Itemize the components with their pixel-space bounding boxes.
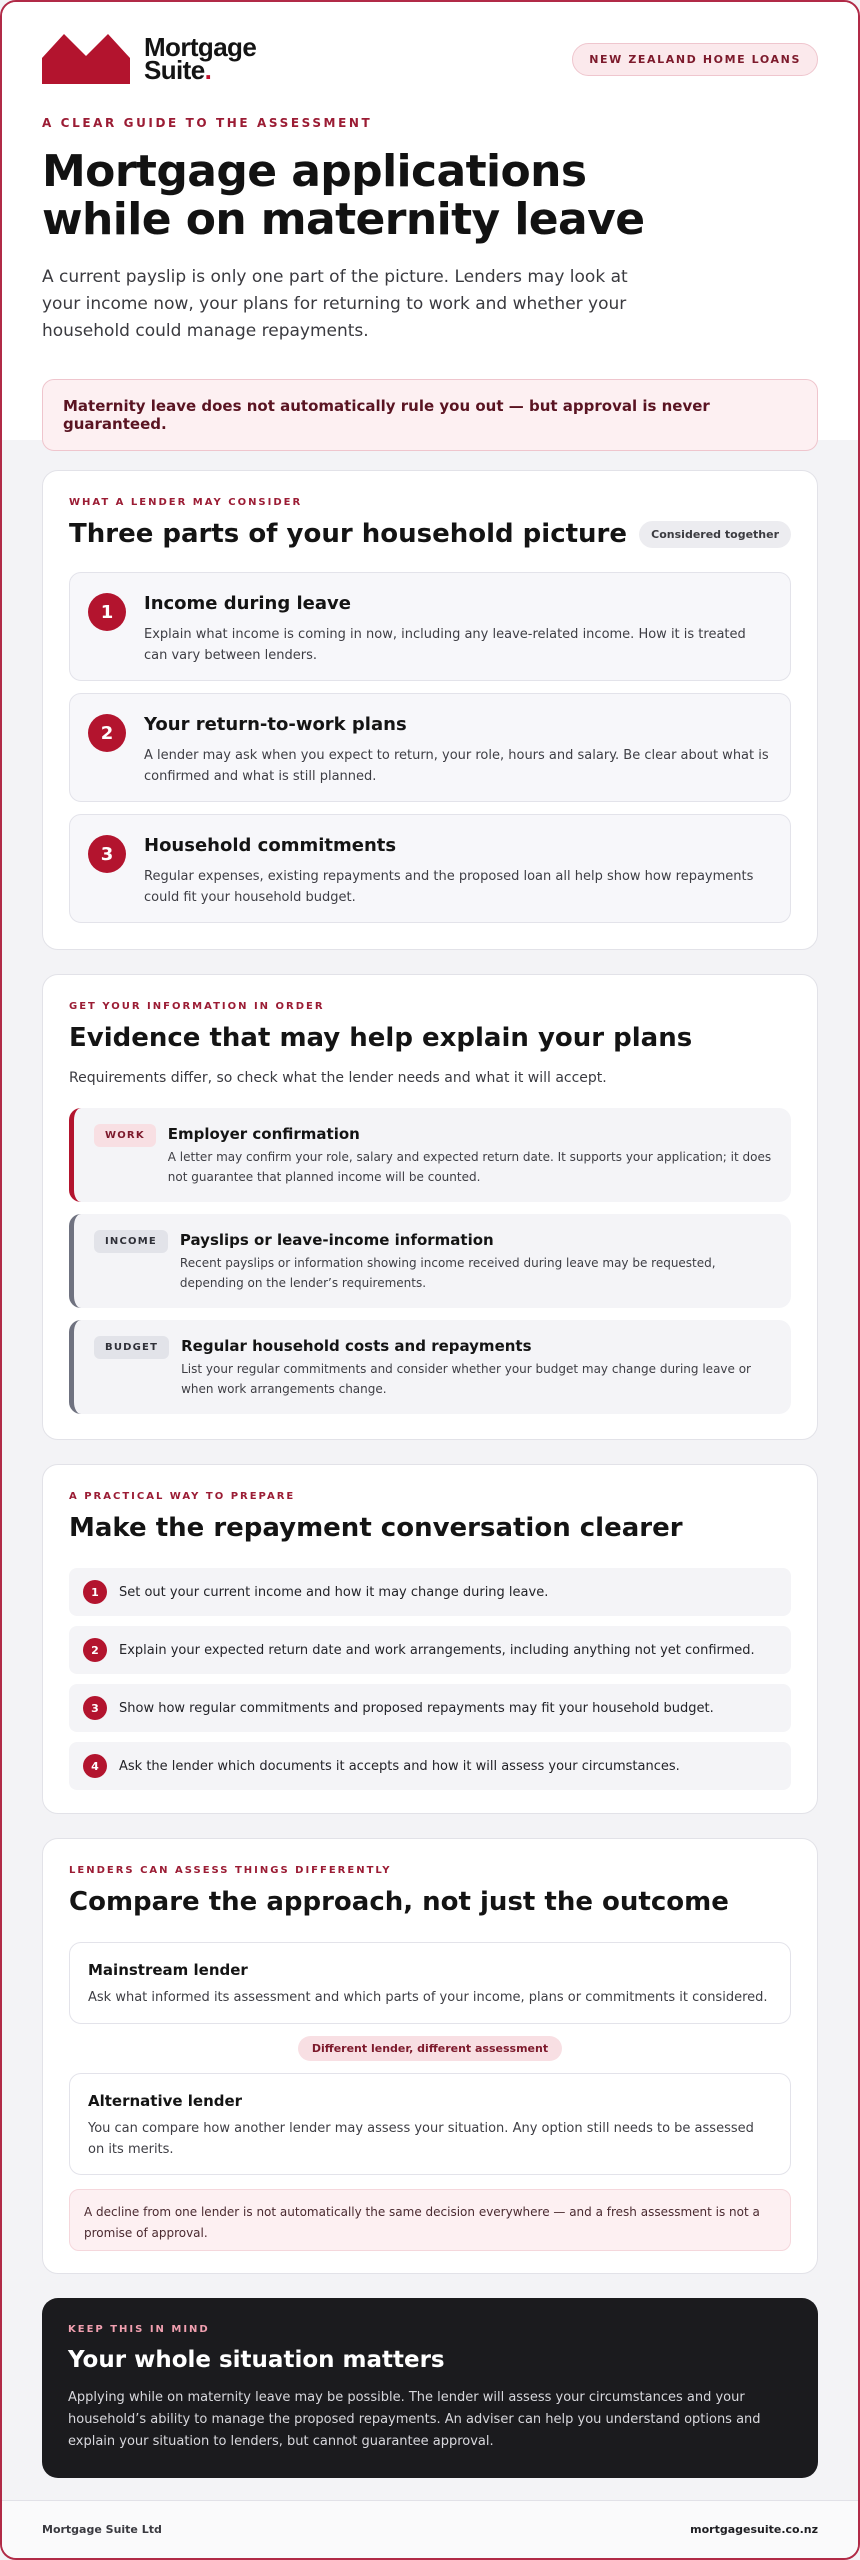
evidence-tag: INCOME	[94, 1230, 168, 1253]
factors-title-row	[69, 518, 791, 550]
evidence-subtitle: Requirements differ, so check what the lender needs and what it will accept.	[69, 1070, 607, 1086]
evidence-desc: List your regular commitments and consider whether your budget may change during leave or when work arrangements change.	[181, 1362, 751, 1396]
factor-title: Income during leave	[144, 593, 351, 614]
top-bar	[42, 32, 818, 86]
compare-eyebrow: LENDERS CAN ASSESS THINGS DIFFERENTLY	[69, 1865, 392, 1876]
evidence-eyebrow: GET YOUR INFORMATION IN ORDER	[69, 1001, 325, 1012]
factor-item	[69, 814, 791, 923]
step-number: 1	[83, 1580, 107, 1604]
step-item	[69, 1742, 791, 1790]
closing-eyebrow: KEEP THIS IN MIND	[68, 2324, 210, 2335]
closing-title: Your whole situation matters	[68, 2347, 445, 2373]
mainstream-lender-title: Mainstream lender	[88, 1961, 248, 1979]
hero-eyebrow: A CLEAR GUIDE TO THE ASSESSMENT	[42, 116, 373, 130]
hero-notice: Maternity leave does not automatically rule you out — but approval is never guaranteed.	[42, 379, 818, 451]
mainstream-lender-panel	[69, 1942, 791, 2024]
closing-panel	[42, 2298, 818, 2478]
evidence-item-income	[69, 1214, 791, 1308]
factor-number: 2	[88, 714, 126, 752]
evidence-desc: Recent payslips or information showing income received during leave may be requested, depending on the lender’s requirements.	[179, 1256, 716, 1290]
hero-lead: A current payslip is only one part of the picture. Lenders may look at your income now, your plans for returning to work and whether your household could manage repayments.	[42, 267, 628, 341]
region-badge: NEW ZEALAND HOME LOANS	[572, 43, 818, 76]
compare-title: Compare the approach, not just the outcome	[69, 1887, 729, 1917]
evidence-tag: WORK	[94, 1124, 156, 1147]
footer-site-link[interactable]: mortgagesuite.co.nz	[690, 2523, 818, 2536]
footer-company: Mortgage Suite Ltd	[42, 2523, 162, 2536]
step-text: Set out your current income and how it may change during leave.	[119, 1584, 549, 1600]
evidence-card	[42, 974, 818, 1440]
evidence-tag: BUDGET	[94, 1336, 169, 1359]
evidence-title-text: Payslips or leave-income information	[179, 1231, 494, 1249]
logo-dot: .	[204, 55, 212, 85]
factors-card	[42, 470, 818, 950]
step-text: Show how regular commitments and proposed repayments may fit your household budget.	[119, 1700, 714, 1716]
mainstream-lender-desc: Ask what informed its assessment and which parts of your income, plans or commitments it considered.	[88, 1990, 768, 2005]
evidence-desc: A letter may confirm your role, salary and expected return date. It supports your application; it does not guarantee that planned income will be counted.	[167, 1150, 772, 1184]
decline-note: A decline from one lender is not automatically the same decision everywhere — and a fresh assessment is not a promise of approval.	[69, 2189, 791, 2251]
factor-number: 1	[88, 593, 126, 631]
steps-card	[42, 1464, 818, 1814]
factor-item	[69, 693, 791, 802]
steps-list	[69, 1568, 791, 1790]
brand-logo[interactable]	[42, 34, 256, 84]
step-item	[69, 1568, 791, 1616]
step-text: Explain your expected return date and work arrangements, including anything not yet confirmed.	[119, 1642, 755, 1658]
page-title: Mortgage applications while on maternity leave	[42, 146, 645, 245]
steps-title: Make the repayment conversation clearer	[69, 1513, 683, 1543]
step-item	[69, 1684, 791, 1732]
evidence-list	[69, 1108, 791, 1414]
step-number: 4	[83, 1754, 107, 1778]
factor-desc: Explain what income is coming in now, including any leave-related income. How it is treated can vary between lenders.	[144, 627, 746, 663]
compare-card	[42, 1838, 818, 2274]
evidence-title-text: Employer confirmation	[167, 1125, 360, 1143]
step-text: Ask the lender which documents it accepts and how it will assess your circumstances.	[119, 1758, 680, 1774]
logo-wordmark	[144, 32, 257, 85]
factors-title: Three parts of your household picture	[69, 519, 628, 549]
main-content	[2, 440, 858, 2478]
factor-item	[69, 572, 791, 681]
step-item	[69, 1626, 791, 1674]
factor-title: Household commitments	[144, 835, 397, 856]
factor-desc: A lender may ask when you expect to return, your role, hours and salary. Be clear about what is confirmed and what is still planned.	[144, 748, 769, 784]
page-footer	[2, 2500, 858, 2558]
step-number: 2	[83, 1638, 107, 1662]
evidence-item-budget	[69, 1320, 791, 1414]
step-number: 3	[83, 1696, 107, 1720]
house-roof-logo-icon	[42, 34, 130, 84]
factors-list	[69, 572, 791, 923]
factor-number: 3	[88, 835, 126, 873]
alternative-lender-panel	[69, 2073, 791, 2175]
lender-divider	[69, 2036, 791, 2061]
evidence-title-text: Regular household costs and repayments	[181, 1337, 532, 1355]
factor-title: Your return-to-work plans	[144, 714, 407, 735]
evidence-item-work	[69, 1108, 791, 1202]
logo-line-1: Mortgage	[144, 32, 257, 62]
alternative-lender-desc: You can compare how another lender may assess your situation. Any option still needs to be assessed on its merits.	[88, 2121, 754, 2157]
steps-eyebrow: A PRACTICAL WAY TO PREPARE	[69, 1491, 296, 1502]
evidence-title: Evidence that may help explain your plans	[69, 1023, 693, 1053]
factor-desc: Regular expenses, existing repayments and the proposed loan all help show how repayments could fit your household budget.	[144, 869, 754, 905]
closing-text: Applying while on maternity leave may be possible. The lender will assess your circumstances and your household’s ability to manage the proposed repayments. An adviser can help you understand options and explain your situation to lenders, but cannot guarantee approval.	[68, 2390, 761, 2449]
considered-together-badge: Considered together	[639, 521, 791, 548]
hero-section	[2, 2, 858, 440]
alternative-lender-title: Alternative lender	[88, 2092, 243, 2110]
logo-line-2: Suite	[144, 55, 205, 85]
factors-eyebrow: WHAT A LENDER MAY CONSIDER	[69, 497, 303, 508]
different-assessment-badge: Different lender, different assessment	[298, 2036, 562, 2061]
